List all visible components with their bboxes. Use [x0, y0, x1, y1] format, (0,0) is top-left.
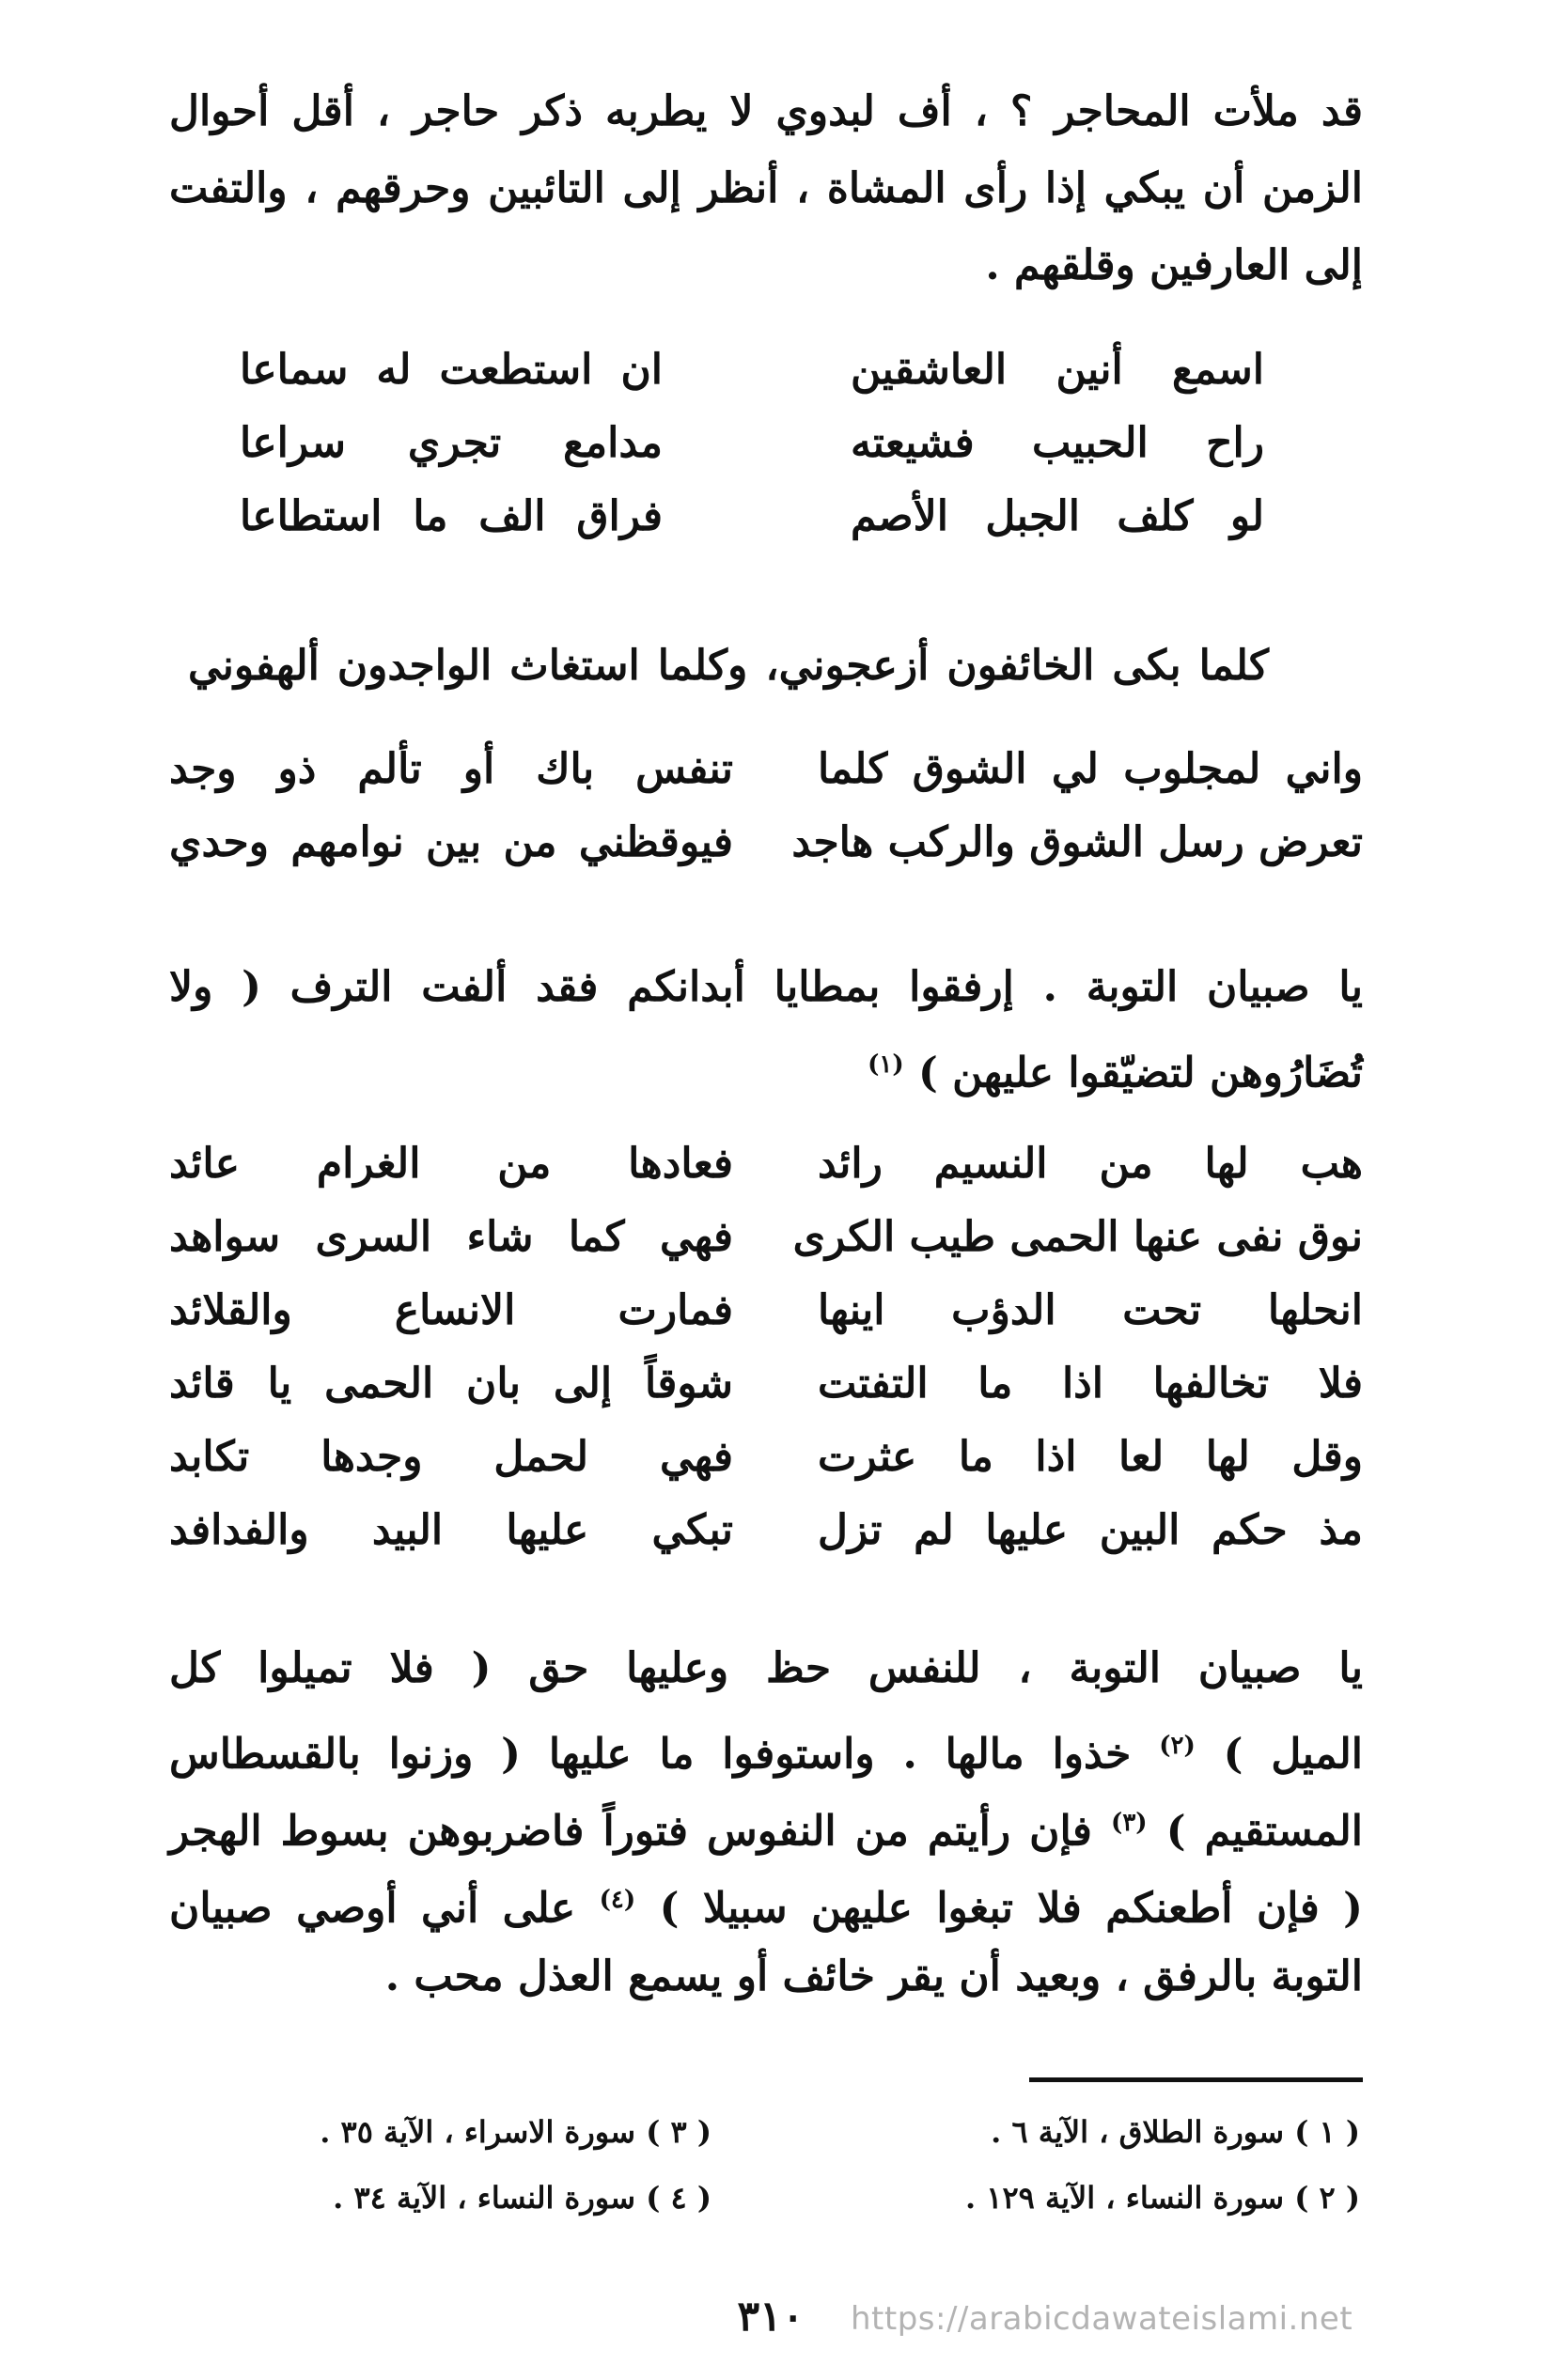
- first-hemistich: هب لها من النسيم رائد: [818, 1140, 1363, 1188]
- second-hemistich: فراق الف ما استطاعا: [240, 492, 663, 540]
- second-hemistich: مدامع تجري سراعا: [240, 419, 663, 467]
- second-hemistich: ان استطعت له سماعا: [240, 346, 663, 394]
- second-hemistich: شوقاً إلى بان الحمى يا قائد: [169, 1360, 733, 1408]
- poem-verse: [169, 806, 1363, 879]
- poem-1: [240, 334, 1264, 553]
- quran-quote: ( فإن أطعنكم فلا تبغوا عليهن سبيلا ): [659, 1884, 1363, 1933]
- footnote-ref[interactable]: (٣): [1111, 1809, 1148, 1837]
- paragraph-text: فإن رأيتم من النفوس فتوراً فاضربوهن بسوط الهجر: [169, 1807, 1092, 1856]
- quran-quote: تُضَارُوهن لتضيّقوا عليهن ): [918, 1049, 1363, 1097]
- footnote-divider: [1029, 2077, 1363, 2082]
- paragraph-line: يا صبيان التوبة ، للنفس حظ وعليها حق ( فلا تميلوا كل: [169, 1644, 1363, 1692]
- footnote-ref[interactable]: (٤): [599, 1886, 636, 1914]
- second-hemistich: فيوقظني من بين نوامهم وحدي: [169, 818, 733, 866]
- paragraph-4: [169, 1630, 1363, 2015]
- standalone-line: كلما بكى الخائفون أزعجوني، وكلما استغاث الواجدون ألهفوني: [188, 642, 1269, 690]
- paragraph-line: [169, 1707, 1363, 1784]
- poem-verse: [169, 1421, 1363, 1494]
- footnote-1: ( ١ ) سورة الطلاق ، الآية ٦ .: [991, 2114, 1360, 2150]
- paragraph-line: [169, 1784, 1363, 1861]
- first-hemistich: انحلها تحت الدؤب اينها: [818, 1286, 1363, 1334]
- footnote-ref[interactable]: (١): [868, 1050, 904, 1079]
- quran-quote: الميل ): [1223, 1730, 1363, 1779]
- second-hemistich: فهي لحمل وجدها تكابد: [169, 1433, 733, 1481]
- watermark-url: https://arabicdawateislami.net: [851, 2300, 1353, 2338]
- paragraph-line: يا صبيان التوبة . إرفقوا بمطايا أبدانكم فقد ألفت الترف ( ولا: [169, 963, 1363, 1011]
- paragraph-1: [169, 73, 1363, 304]
- first-hemistich: نوق نفى عنها الحمى طيب الكرى: [792, 1213, 1363, 1261]
- paragraph-line: إلى العارفين وقلقهم .: [985, 241, 1363, 289]
- poem-2: [169, 733, 1363, 879]
- footnote-ref[interactable]: (٢): [1159, 1732, 1196, 1760]
- poem-verse: [240, 480, 1264, 553]
- second-hemistich: فمارت الانساع والقلائد: [169, 1286, 733, 1334]
- first-hemistich: وقل لها لعا اذا ما عثرت: [818, 1433, 1363, 1481]
- paragraph-line: التوبة بالرفق ، وبعيد أن يقر خائف أو يسمع العذل محب .: [384, 1952, 1363, 2000]
- paragraph-line: قد ملأت المحاجر ؟ ، أف لبدوي لا يطربه ذكر حاجر ، أقل أحوال: [169, 87, 1363, 135]
- poem-verse: [169, 1128, 1363, 1201]
- second-hemistich: فعادها من الغرام عائد: [169, 1140, 733, 1188]
- poem-verse: [240, 407, 1264, 480]
- poem-3: [169, 1128, 1363, 1567]
- page-number: ٣١٠: [737, 2293, 805, 2341]
- paragraph-3: [169, 949, 1363, 1103]
- paragraph-line: [169, 1861, 1363, 1938]
- footnote-2: ( ٢ ) سورة النساء ، الآية ١٢٩ .: [964, 2180, 1360, 2216]
- second-hemistich: تبكي عليها البيد والفدافد: [169, 1506, 733, 1554]
- paragraph-text: على أني أوصي صبيان: [169, 1884, 576, 1933]
- footnote-4: ( ٤ ) سورة النساء ، الآية ٣٤ .: [333, 2180, 711, 2216]
- poem-verse: [169, 1274, 1363, 1347]
- poem-verse: [169, 1201, 1363, 1274]
- first-hemistich: فلا تخالفها اذا ما التفتت: [818, 1360, 1363, 1408]
- paragraph-line: الزمن أن يبكي إذا رأى المشاة ، أنظر إلى التائبين وحرقهم ، والتفت: [169, 164, 1363, 212]
- first-hemistich: لو كلف الجبل الأصم: [851, 492, 1264, 540]
- poem-verse: [240, 334, 1264, 407]
- first-hemistich: واني لمجلوب لي الشوق كلما: [818, 745, 1363, 793]
- paragraph-text: خذوا مالها . واستوفوا ما عليها ( وزنوا بالقسطاس: [169, 1730, 1132, 1779]
- quran-quote: المستقيم ): [1165, 1807, 1363, 1856]
- poem-verse: [169, 733, 1363, 806]
- first-hemistich: تعرض رسل الشوق والركب هاجد: [791, 818, 1363, 866]
- first-hemistich: راح الحبيب فشيعته: [851, 419, 1264, 467]
- second-hemistich: فهي كما شاء السرى سواهد: [169, 1213, 733, 1261]
- poem-verse: [169, 1494, 1363, 1567]
- first-hemistich: اسمع أنين العاشقين: [851, 346, 1264, 394]
- second-hemistich: تنفس باك أو تألم ذو وجد: [169, 745, 733, 793]
- footnote-3: ( ٣ ) سورة الاسراء ، الآية ٣٥ .: [320, 2114, 711, 2150]
- first-hemistich: مذ حكم البين عليها لم تزل: [818, 1506, 1363, 1554]
- paragraph-line: [169, 1026, 1363, 1103]
- poem-verse: [169, 1347, 1363, 1421]
